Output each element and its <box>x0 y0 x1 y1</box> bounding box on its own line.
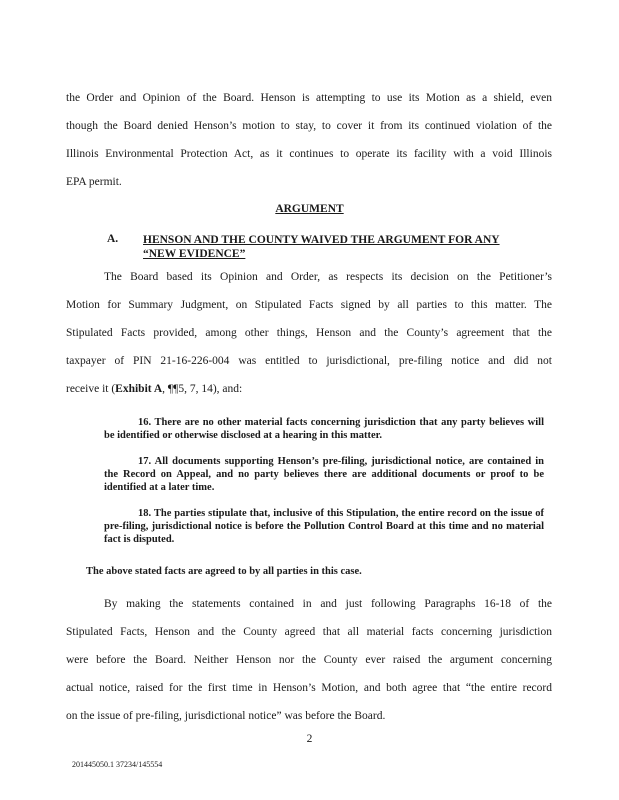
para1-line-3: Stipulated Facts provided, among other things, Henson and the County’s agreement that the <box>66 327 552 339</box>
para2-line-1: By making the statements contained in and just following Paragraphs 16-18 of the <box>104 598 552 610</box>
para2-line-5: on the issue of pre-filing, jurisdictional notice” was before the Board. <box>66 710 386 722</box>
para1-line-5-prefix: receive it ( <box>66 383 116 395</box>
para1-line-4: taxpayer of PIN 21-16-226-004 was entitled to jurisdictional, pre-filing notice and did not <box>66 355 552 367</box>
para2-line-2: Stipulated Facts, Henson and the County agreed that all material facts concerning jurisdiction <box>66 626 552 638</box>
page-number: 2 <box>306 733 313 745</box>
exhibit-a-ref: Exhibit A <box>115 383 163 395</box>
para1-line-5-suffix: , ¶¶5, 7, 14), and: <box>162 383 243 395</box>
argument-heading: ARGUMENT <box>275 203 344 215</box>
stipulation-17: 17. All documents supporting Henson’s pre-filing, jurisdictional notice, are contained in the Record on Appeal, and no party believes there are additional documents or proof to be identified at a later time. <box>104 456 544 493</box>
section-letter: A. <box>107 233 119 245</box>
para2-line-4: actual notice, raised for the first time in Henson’s Motion, and both agree that “the entire record <box>66 682 552 694</box>
intro-line-4: EPA permit. <box>66 176 122 188</box>
stipulation-closing: The above stated facts are agreed to by all parties in this case. <box>86 566 362 577</box>
intro-line-3: Illinois Environmental Protection Act, as it continues to operate its facility with a void Illinois <box>66 148 552 160</box>
stipulation-16: 16. There are no other material facts concerning jurisdiction that any party believes will be identified or otherwise disclosed at a hearing in this matter. <box>104 417 544 441</box>
para1-line-5 <box>66 382 242 396</box>
section-title-line-1: HENSON AND THE COUNTY WAIVED THE ARGUMENT FOR ANY <box>143 234 500 246</box>
para1-line-1: The Board based its Opinion and Order, as respects its decision on the Petitioner’s <box>104 271 552 283</box>
document-id: 201445050.1 37234/145554 <box>72 760 163 769</box>
para1-line-2: Motion for Summary Judgment, on Stipulated Facts signed by all parties to this matter. The <box>66 299 552 311</box>
intro-line-2: though the Board denied Henson’s motion to stay, to cover it from its continued violation of the <box>66 120 552 132</box>
stipulation-18: 18. The parties stipulate that, inclusive of this Stipulation, the entire record on the issue of pre-filing, jurisdictional notice is before the Pollution Control Board at this time and no material fact is disputed. <box>104 508 544 545</box>
section-title-line-2: “NEW EVIDENCE” <box>143 248 246 260</box>
para2-line-3: were before the Board. Neither Henson nor the County ever raised the argument concerning <box>66 654 552 666</box>
intro-line-1: the Order and Opinion of the Board. Henson is attempting to use its Motion as a shield, even <box>66 92 552 104</box>
